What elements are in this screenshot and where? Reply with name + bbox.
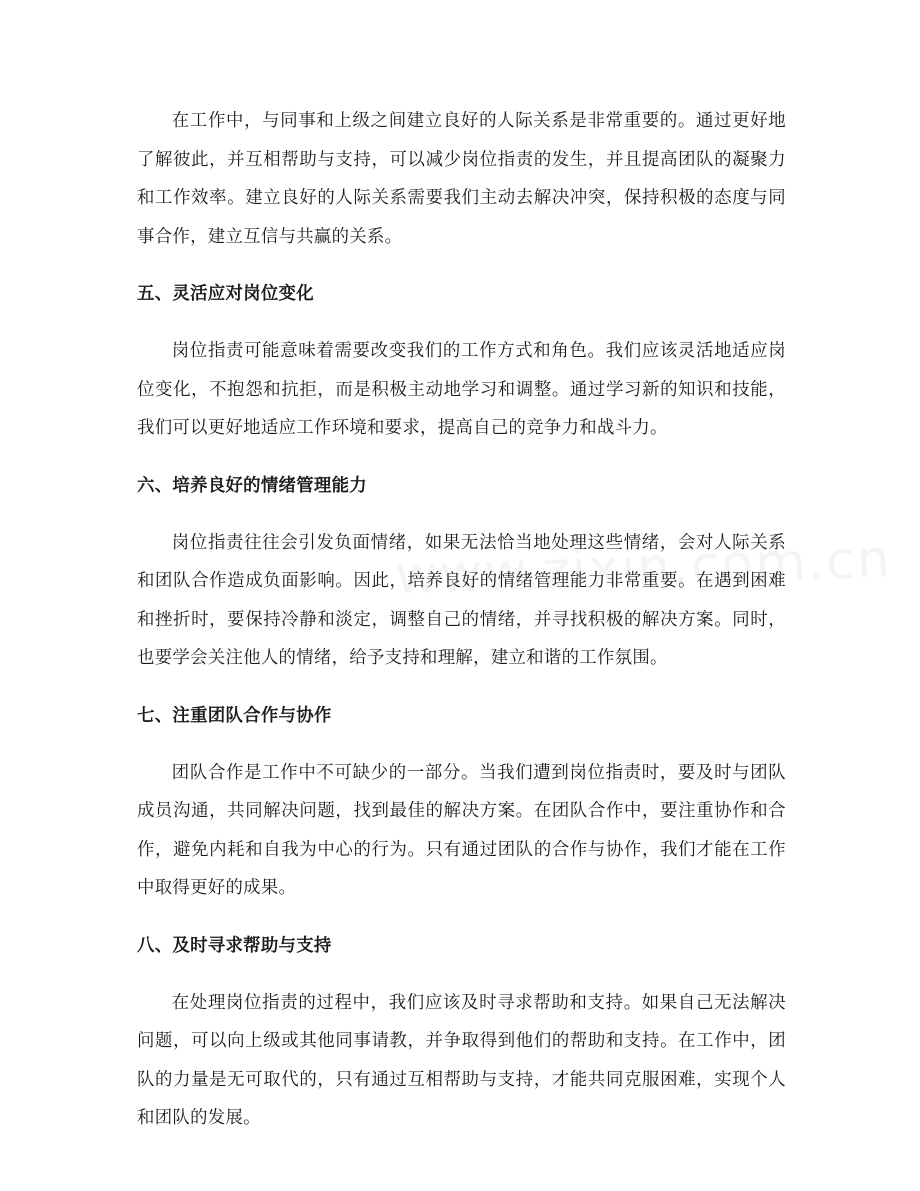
section-five-heading: 五、灵活应对岗位变化 xyxy=(137,284,314,304)
section-seven-heading: 七、注重团队合作与协作 xyxy=(137,705,332,726)
section-eight-heading: 八、及时寻求帮助与支持 xyxy=(137,935,332,956)
section-six-paragraph: 岗位指责往往会引发负面情绪，如果无法恰当地处理这些情绪，会对人际关系和团队合作造成负面影响。因此，培养良好的情绪管理能力非常重要。在遇到困难和挫折时，要保持冷静和淡定，调整自己的情绪，并寻找积极的解决方案。同时，也要学会关注他人的情绪，给予支持和理解，建立和谐的工作氛围。 xyxy=(137,532,786,668)
section-five-paragraph: 岗位指责可能意味着需要改变我们的工作方式和角色。我们应该灵活地适应岗位变化，不抱怨和抗拒，而是积极主动地学习和调整。通过学习新的知识和技能，我们可以更好地适应工作环境和要求，提高自己的竞争力和战斗力。 xyxy=(137,341,786,438)
section-seven-paragraph: 团队合作是工作中不可缺少的一部分。当我们遭到岗位指责时，要及时与团队成员沟通，共同解决问题，找到最佳的解决方案。在团队合作中，要注重协作和合作，避免内耗和自我为中心的行为。只有通过团队的合作与协作，我们才能在工作中取得更好的成果。 xyxy=(137,762,786,898)
document-body xyxy=(137,102,786,1138)
intro-paragraph: 在工作中，与同事和上级之间建立良好的人际关系是非常重要的。通过更好地了解彼此，并互相帮助与支持，可以减少岗位指责的发生，并且提高团队的凝聚力和工作效率。建立良好的人际关系需要我们主动去解决冲突，保持积极的态度与同事合作，建立互信与共赢的关系。 xyxy=(137,111,786,247)
section-six-heading: 六、培养良好的情绪管理能力 xyxy=(137,475,367,496)
section-eight-paragraph: 在处理岗位指责的过程中，我们应该及时寻求帮助和支持。如果自己无法解决问题，可以向上级或其他同事请教，并争取得到他们的帮助和支持。在工作中，团队的力量是无可取代的，只有通过互相帮助与支持，才能共同克服困难，实现个人和团队的发展。 xyxy=(137,992,786,1128)
